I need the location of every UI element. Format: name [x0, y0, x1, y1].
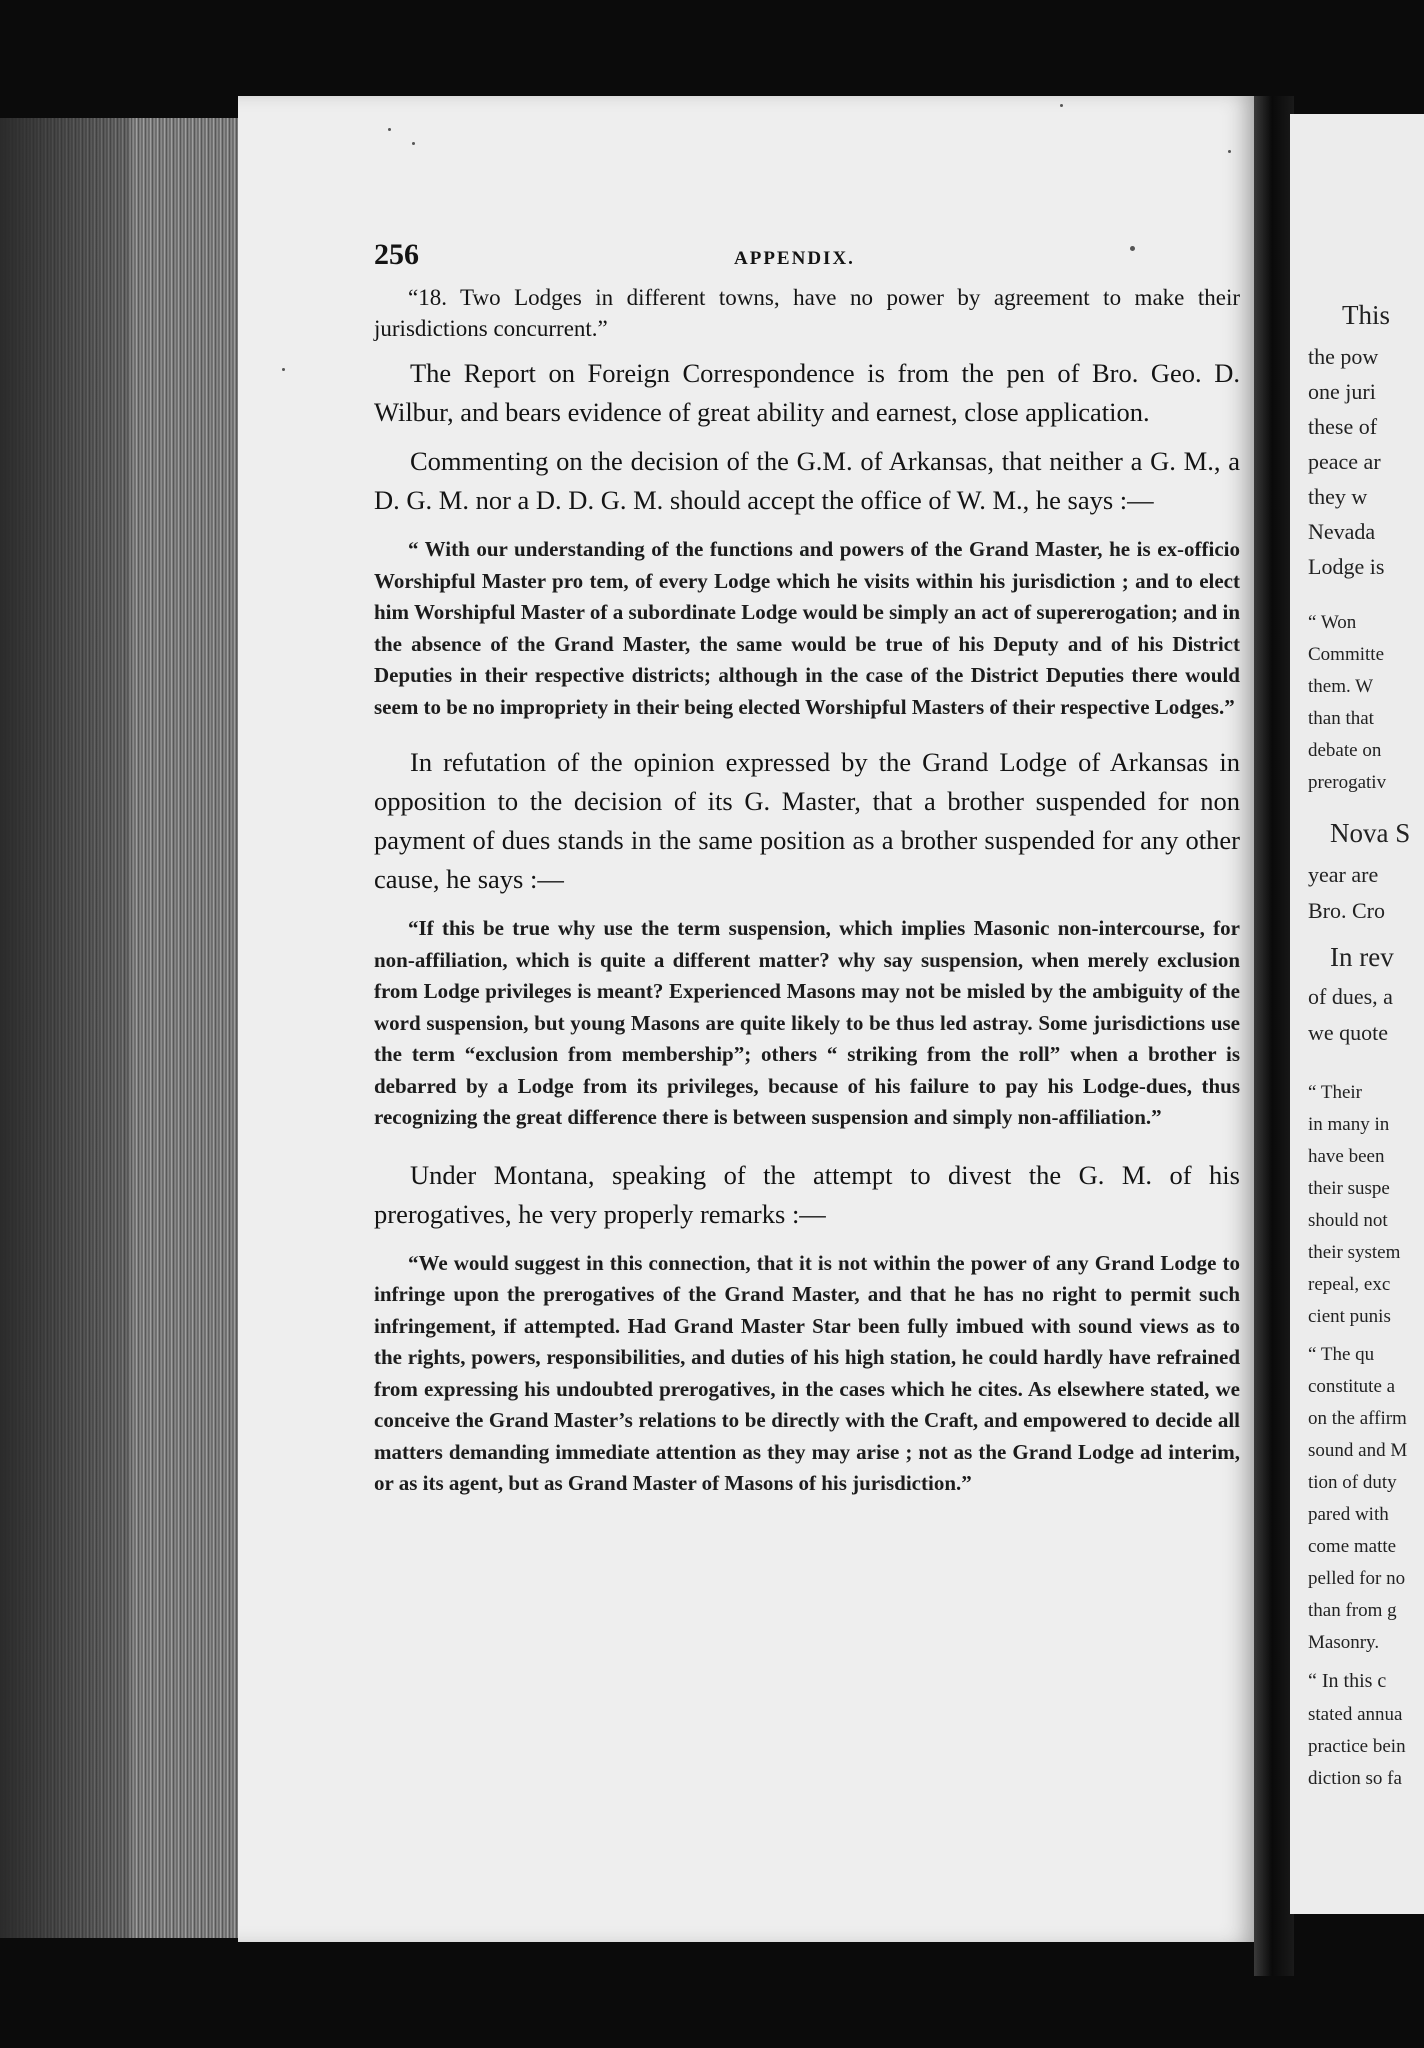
page-number: 256 — [374, 238, 419, 271]
scan-speck — [388, 128, 391, 131]
facing-line: these of — [1308, 414, 1378, 439]
facing-line: we quote — [1308, 1020, 1389, 1045]
facing-line: Bro. Cro — [1308, 898, 1385, 923]
facing-line: them. W — [1308, 676, 1374, 697]
scan-speck — [282, 368, 285, 371]
block-quote: “ With our understanding of the functions and powers of the Grand Master, he is ex-officio Worshipful Master pro tem, of every Lodge which he visits within his jurisdiction ; and to elect him Worshipful Master of a subordinate Lodge would be simply an act of supererogation; and in the absence of the Grand Master, the same would be true of his Deputy and of his District Deputies in their respective districts; although in the case of the District Deputies there would seem to be no impropriety in their being elected Worshipful Masters of their respective Lodges.” — [374, 537, 1240, 719]
facing-line: In rev — [1330, 942, 1394, 972]
facing-line: Committe — [1308, 644, 1384, 665]
facing-line: their suspe — [1308, 1178, 1390, 1199]
facing-line: of dues, a — [1308, 984, 1393, 1009]
facing-line: “ The qu — [1308, 1344, 1375, 1365]
facing-line: Lodge is — [1308, 554, 1385, 579]
scan-speck — [1060, 104, 1063, 107]
facing-line: one juri — [1308, 379, 1376, 404]
facing-line: pared with — [1308, 1504, 1389, 1525]
facing-line: stated annua — [1308, 1704, 1403, 1725]
facing-line: Nova S — [1330, 818, 1411, 848]
facing-line: on the affirm — [1308, 1408, 1407, 1429]
body-paragraph: Commenting on the decision of the G.M. of Arkansas, that neither a G. M., a D. G. M. nor a D. D. G. M. should accept the office of W. M., he says :— — [374, 446, 1240, 515]
facing-line: pelled for no — [1308, 1568, 1406, 1589]
facing-line: practice bein — [1308, 1736, 1406, 1757]
facing-line: they w — [1308, 484, 1368, 509]
facing-line: than that — [1308, 708, 1374, 729]
facing-line: sound and M — [1308, 1440, 1408, 1461]
facing-line: should not — [1308, 1210, 1388, 1231]
running-head: APPENDIX. — [734, 248, 855, 269]
facing-line: Nevada — [1308, 519, 1376, 544]
facing-line: debate on — [1308, 740, 1382, 761]
book-edge-shadow — [0, 118, 130, 1938]
facing-line: cient punis — [1308, 1306, 1391, 1327]
facing-line: have been — [1308, 1146, 1385, 1167]
book-gutter — [1254, 96, 1294, 1976]
facing-line: “ In this c — [1308, 1670, 1387, 1692]
block-quote: “If this be true why use the term suspension, which implies Masonic non-intercourse, for non-affiliation, which is quite a different matter? why say suspension, when merely exclusion from Lodge privileges is meant? Experienced Masons may not be misled by the ambiguity of the word suspension, but young Masons are quite likely to be thus led astray. Some jurisdictions use the term “exclusion from membership”; others “ striking from the roll” when a brother is debarred by a Lodge from its privileges, because of his failure to pay his Lodge-dues, thus recognizing the great difference there is between suspension and simply non-affiliation.” — [374, 916, 1240, 1129]
page-text — [374, 238, 1240, 1506]
scan-speck — [412, 142, 415, 145]
facing-line: year are — [1308, 862, 1379, 887]
page-header — [374, 238, 1240, 282]
facing-line: the pow — [1308, 344, 1379, 369]
scan-speck — [1228, 150, 1231, 153]
facing-line: than from g — [1308, 1600, 1397, 1621]
facing-line: in many in — [1308, 1114, 1390, 1135]
facing-line: peace ar — [1308, 449, 1381, 474]
facing-line: This — [1342, 300, 1391, 330]
facing-line: “ Their — [1308, 1082, 1362, 1103]
body-paragraph: Under Montana, speaking of the attempt to divest the G. M. of his prerogatives, he very properly remarks :— — [374, 1159, 1240, 1229]
body-paragraph: The Report on Foreign Correspondence is from the pen of Bro. Geo. D. Wilbur, and bears evidence of great ability and earnest, close application. — [374, 358, 1240, 427]
facing-line: tion of duty — [1308, 1472, 1397, 1493]
facing-line: their system — [1308, 1242, 1401, 1263]
facing-line: constitute a — [1308, 1376, 1396, 1397]
facing-line: repeal, exc — [1308, 1274, 1391, 1295]
facing-page — [1290, 114, 1424, 1914]
facing-line: prerogativ — [1308, 772, 1387, 793]
facing-line: Masonry. — [1308, 1632, 1380, 1653]
facing-line: diction so fa — [1308, 1768, 1402, 1789]
body-paragraph: In refutation of the opinion expressed by the Grand Lodge of Arkansas in opposition to the decision of its G. Master, that a brother suspended for non payment of dues stands in the same position as a brother suspended for any other cause, he says :— — [374, 747, 1240, 894]
facing-line: “ Won — [1308, 612, 1357, 633]
block-quote: “We would suggest in this connection, that it is not within the power of any Grand Lodge to infringe upon the prerogatives of the Grand Master, and that he has no right to permit such infringement, if attempted. Had Grand Master Star been fully imbued with sound views as to the rights, powers, responsibilities, and duties of his high station, he could hardly have refrained from expressing his undoubted prerogatives, in the cases which he cites. As elsewhere stated, we conceive the Grand Master’s relations to be directly with the Craft, and empowered to decide all matters demanding immediate attention as they may arise ; not as the Grand Lodge ad interim, or as its agent, but as Grand Master of Masons of his jurisdiction.” — [374, 1250, 1240, 1495]
quoted-rule: “18. Two Lodges in different towns, have no power by agreement to make their jurisdictions concurrent.” — [374, 285, 1240, 341]
facing-line: come matte — [1308, 1536, 1397, 1557]
